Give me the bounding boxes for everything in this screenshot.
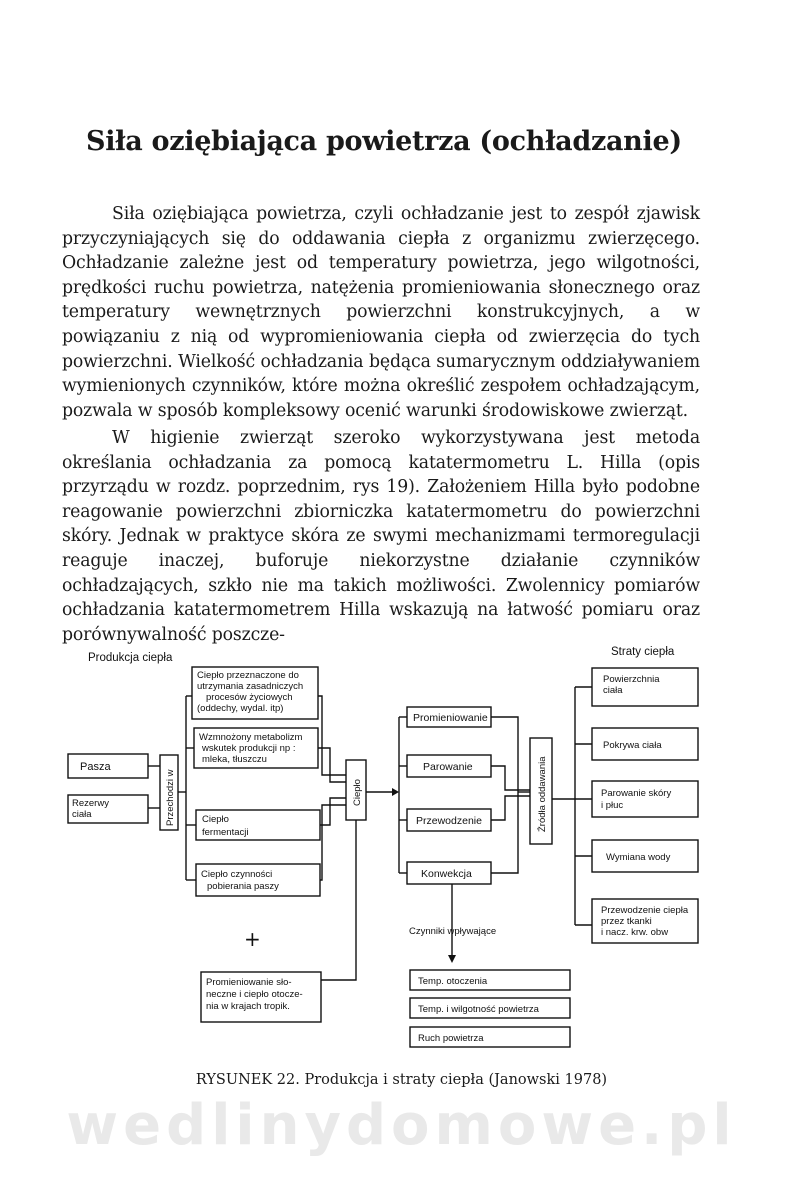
- paragraph-1: Siła oziębiająca powietrza, czyli ochładzanie jest to zespół zjawisk przyczyniających się do oddawania ciepła z organizmu zwierzęcego. Ochładzanie zależne jest od temperatury powietrza, jego wilgotności, prędkości ruchu powietrza, natężenia promieniowania słonecznego oraz temperatury wewnętrznych powierzchni konstrukcyjnych, a w powiązaniu z nią od wypromieniowania ciepła od zwierzęcia do tych powierzchni. Wielkość ochładzania będąca sumarycznym oddziaływaniem wymienionych czynników, które można określić zespołem ochładzającym, pozwala w sposób kompleksowy ocenić warunki środowiskowe zwierząt.: [62, 204, 700, 421]
- plus-sign: +: [244, 927, 261, 951]
- figure-caption: RYSUNEK 22. Produkcja i straty ciepła (Janowski 1978): [195, 1072, 608, 1088]
- czynniki-label: Czynniki wpływające: [409, 926, 497, 937]
- produkcja-box-4-line-2: pobierania paszy: [207, 881, 279, 892]
- mechanism-przewodzenie-label: Przewodzenie: [416, 815, 482, 827]
- produkcja-label: Produkcja ciepła: [88, 652, 173, 664]
- produkcja-box-1-line-2: utrzymania zasadniczych: [197, 681, 304, 692]
- produkcja-box-1-line-1: Ciepło przeznaczone do: [197, 670, 299, 681]
- straty-powierzchnia-line-2: ciała: [603, 685, 623, 696]
- page-title: Siła oziębiająca powietrza (ochładzanie): [86, 126, 682, 157]
- mechanism-konwekcja-label: Konwekcja: [421, 868, 472, 880]
- straty-wymiana-line-1: Wymiana wody: [606, 852, 671, 863]
- czynnik-2-label: Temp. i wilgotność powietrza: [418, 1004, 539, 1015]
- straty-parowanie-line-2: i płuc: [601, 800, 624, 811]
- produkcja-box-4-line-1: Ciepło czynności: [201, 869, 273, 880]
- produkcja-box-2-line-3: mleka, tłuszczu: [202, 754, 267, 765]
- produkcja-box-2-line-1: Wzmnożony metabolizm: [199, 732, 303, 743]
- promieniowanie-sloneczne-line-1: Promieniowanie sło-: [206, 977, 292, 988]
- rezerwy-label-1: Rezerwy: [72, 798, 109, 809]
- promieniowanie-sloneczne-line-2: neczne i ciepło otocze-: [206, 989, 303, 1000]
- produkcja-box-1-line-4: (oddechy, wydal. itp): [197, 703, 284, 714]
- straty-przewodzenie-line-2: przez tkanki: [601, 916, 652, 927]
- paragraph-2: W higienie zwierząt szeroko wykorzystywana jest metoda określania ochładzania za pomocą katatermometru L. Hilla (opis przyrządu w rozdz. poprzednim, rys 19). Założeniem Hilla było podobne reagowanie powierzchni zbiorniczka katatermometru do powierzchni skóry. Jednak w praktyce skóra ze swymi mechanizmami termoregulacji reaguje inaczej, buforuje niekorzystne działanie czynników ochładzających, szkło nie ma takich możliwości. Zwolennicy pomiarów ochładzania katatermometrem Hilla wskazują na łatwość pomiaru oraz porównywalność poszcze-: [62, 428, 700, 645]
- czynnik-3-label: Ruch powietrza: [418, 1033, 484, 1044]
- produkcja-box-3-line-2: fermentacji: [202, 827, 249, 838]
- straty-przewodzenie-line-3: i nacz. krw. obw: [601, 927, 669, 938]
- straty-powierzchnia-line-1: Powierzchnia: [603, 674, 660, 685]
- straty-label: Straty ciepła: [611, 646, 675, 658]
- zrodla-label: Źródła oddawania: [537, 756, 548, 832]
- rezerwy-label-2: ciała: [72, 809, 92, 820]
- produkcja-box-2-line-2: wskutek produkcji np :: [202, 743, 296, 754]
- straty-pokrywa-line-1: Pokrywa ciała: [603, 740, 662, 751]
- promieniowanie-sloneczne-line-3: nia w krajach tropik.: [206, 1001, 290, 1012]
- watermark: wedlinydomowe.pl: [66, 1093, 737, 1158]
- cieplo-label: Ciepło: [352, 779, 363, 806]
- produkcja-box-1-line-3: procesów życiowych: [206, 692, 293, 703]
- straty-box-parowanie: [592, 781, 698, 817]
- pasza-label: Pasza: [80, 761, 111, 773]
- produkcja-box-3-line-1: Ciepło: [202, 814, 229, 825]
- mechanism-parowanie-label: Parowanie: [423, 761, 473, 773]
- mechanism-promieniowanie-label: Promieniowanie: [413, 712, 488, 724]
- straty-parowanie-line-1: Parowanie skóry: [601, 788, 672, 799]
- straty-przewodzenie-line-1: Przewodzenie ciepła: [601, 905, 689, 916]
- przechodzi-label: Przechodzi w: [165, 769, 176, 826]
- czynnik-1-label: Temp. otoczenia: [418, 976, 488, 987]
